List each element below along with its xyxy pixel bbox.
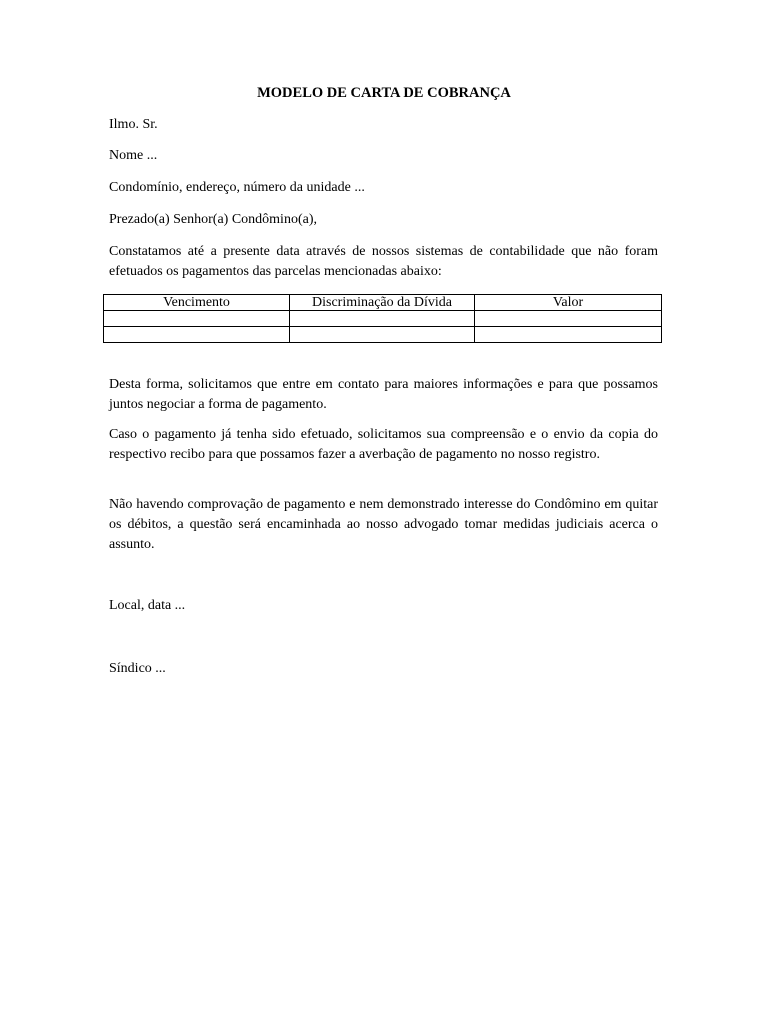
table-header-row: [104, 295, 662, 311]
table-cell: [475, 311, 662, 327]
column-header-discriminacao: Discriminação da Dívida: [290, 295, 475, 311]
table-cell: [290, 311, 475, 327]
table-cell: [104, 327, 290, 343]
table-row: [104, 311, 662, 327]
name-line: Nome ...: [109, 148, 158, 163]
table-cell: [475, 327, 662, 343]
address-line: Condomínio, endereço, número da unidade ...: [109, 180, 365, 195]
greeting: Prezado(a) Senhor(a) Condômino(a),: [109, 212, 317, 227]
place-date: Local, data ...: [109, 598, 186, 613]
intro-paragraph: Constatamos até a presente data através de nossos sistemas de contabilidade que não foram efetuados os pagamentos das parcelas mencionadas abaixo:: [109, 244, 658, 279]
column-header-vencimento: Vencimento: [104, 295, 290, 311]
paragraph-receipt: Caso o pagamento já tenha sido efetuado, solicitamos sua compreensão e o envio da copia do respectivo recibo para que possamos fazer a averbação de pagamento no nosso registro.: [109, 427, 658, 462]
salutation: Ilmo. Sr.: [109, 117, 158, 132]
paragraph-negotiation: Desta forma, solicitamos que entre em contato para maiores informações e para que possamos juntos negociar a forma de pagamento.: [109, 377, 658, 412]
document-title: MODELO DE CARTA DE COBRANÇA: [257, 85, 511, 101]
table-cell: [290, 327, 475, 343]
table-cell: [104, 311, 290, 327]
debts-table: [103, 294, 662, 343]
column-header-valor: Valor: [475, 295, 662, 311]
table-row: [104, 327, 662, 343]
paragraph-legal-action: Não havendo comprovação de pagamento e nem demonstrado interesse do Condômino em quitar os débitos, a questão será encaminhada ao nosso advogado tomar medidas judiciais acerca o assunto.: [109, 497, 658, 552]
signature: Síndico ...: [109, 661, 166, 676]
